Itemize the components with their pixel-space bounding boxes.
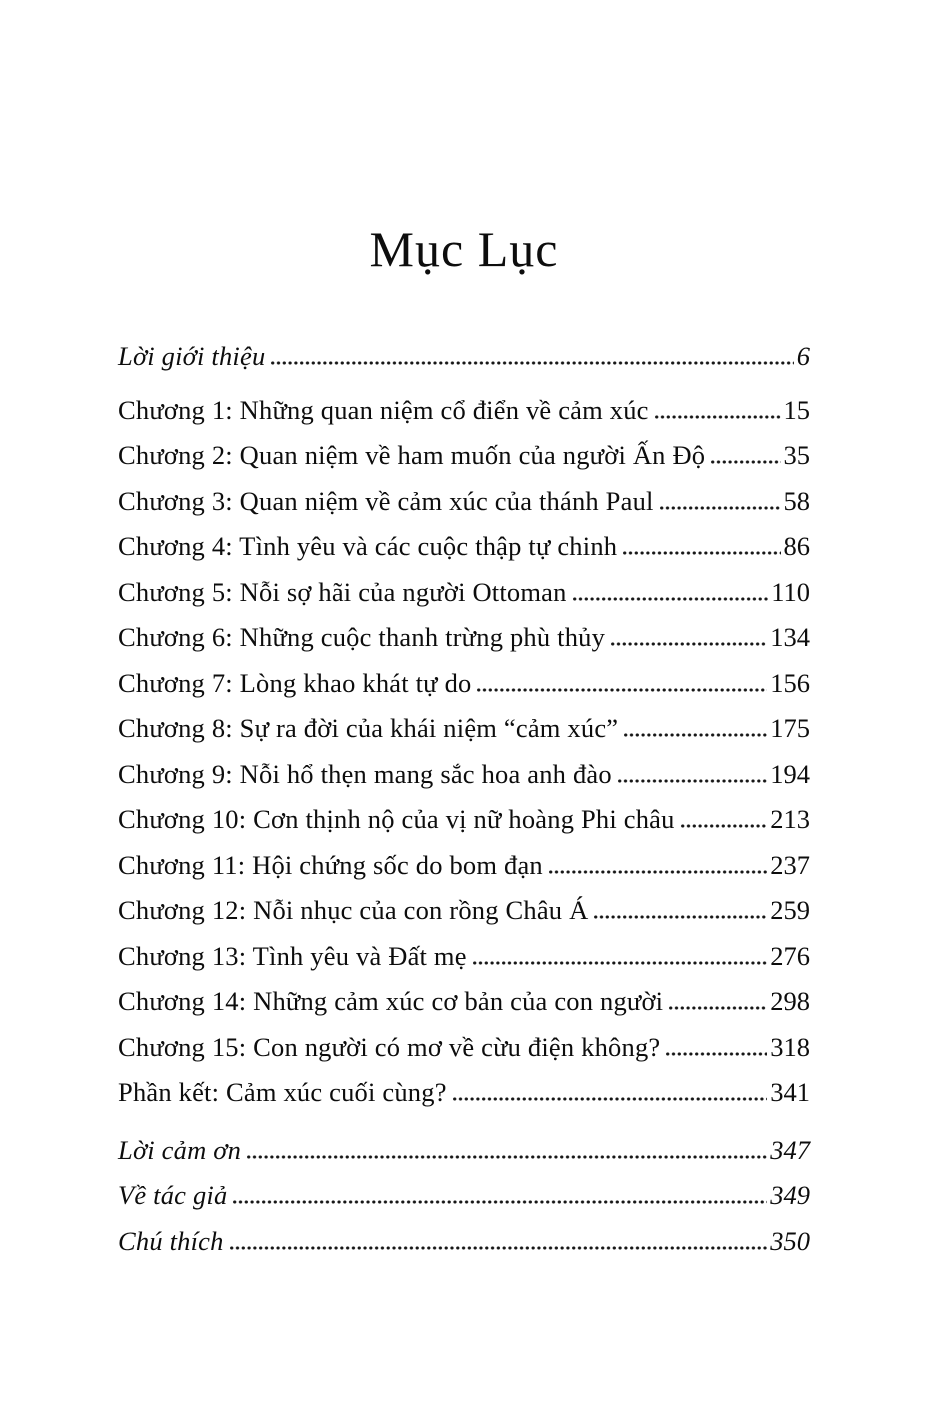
toc-chapter-section (118, 388, 810, 1116)
toc-page-number: 318 (770, 1031, 810, 1062)
toc-page-number: 349 (770, 1180, 810, 1210)
toc-page-number: 110 (771, 576, 810, 607)
dot-leader (453, 1097, 768, 1101)
toc-row-chapter-12 (118, 888, 810, 934)
dot-leader (477, 688, 767, 692)
toc-page-number: 237 (770, 849, 810, 880)
toc-page-number: 276 (770, 940, 810, 971)
toc-row-about-author (118, 1173, 810, 1219)
toc-entry-label: Chương 13: Tình yêu và Đất mẹ (118, 940, 467, 971)
dot-leader (611, 642, 767, 646)
toc-row-chapter-7 (118, 661, 810, 707)
toc-page-number: 86 (783, 531, 810, 561)
toc-page-number: 259 (770, 895, 810, 925)
toc-entry-label: Chú thích (118, 1225, 224, 1256)
dot-leader (618, 779, 767, 783)
toc-page-number: 350 (770, 1225, 810, 1256)
dot-leader (549, 870, 767, 874)
toc-row-chapter-2 (118, 433, 810, 479)
toc-row-chapter-11 (118, 843, 810, 889)
toc-row-chapter-6 (118, 615, 810, 661)
dot-leader (230, 1246, 768, 1250)
toc-entry-label: Chương 9: Nỗi hổ thẹn mang sắc hoa anh đào (118, 758, 612, 789)
dot-leader (573, 597, 769, 601)
toc-row-intro (118, 334, 810, 380)
dot-leader (681, 824, 768, 828)
toc-page-number: 298 (770, 986, 810, 1016)
dot-leader (669, 1006, 767, 1010)
toc-page-number: 175 (770, 713, 810, 743)
toc-entry-label: Lời giới thiệu (118, 341, 266, 371)
dot-leader (660, 506, 781, 510)
toc-entry-label: Chương 8: Sự ra đời của khái niệm “cảm xúc” (118, 713, 619, 743)
toc-page-number: 35 (783, 440, 810, 470)
toc-entry-label: Chương 15: Con người có mơ về cừu điện không? (118, 1031, 661, 1062)
toc-row-acknowledgements (118, 1128, 810, 1174)
toc-page-number: 341 (770, 1077, 810, 1107)
dot-leader (624, 733, 767, 737)
toc-back-section (118, 1128, 810, 1265)
toc-entry-label: Chương 7: Lòng khao khát tự do (118, 667, 472, 698)
toc-row-notes (118, 1219, 810, 1265)
page-title: Mục Lục (369, 221, 559, 277)
toc-entry-label: Chương 1: Những quan niệm cổ điển về cảm xúc (118, 394, 649, 425)
toc-entry-label: Chương 6: Những cuộc thanh trừng phù thủy (118, 622, 606, 652)
dot-leader (594, 915, 767, 919)
dot-leader (655, 415, 781, 419)
toc-page-number: 58 (783, 485, 810, 516)
toc-entry-label: Chương 4: Tình yêu và các cuộc thập tự chinh (118, 531, 618, 561)
toc-row-chapter-1 (118, 388, 810, 434)
toc-entry-label: Chương 11: Hội chứng sốc do bom đạn (118, 849, 543, 880)
toc-entry-label: Chương 14: Những cảm xúc cơ bản của con người (118, 986, 664, 1016)
toc-entry-label: Chương 10: Cơn thịnh nộ của vị nữ hoàng Phi châu (118, 804, 675, 834)
dot-leader (233, 1200, 767, 1204)
dot-leader (247, 1155, 767, 1159)
toc-page-number: 213 (770, 804, 810, 834)
table-of-contents (118, 334, 810, 1264)
dot-leader (271, 361, 793, 365)
toc-page-number: 134 (770, 622, 810, 652)
toc-row-epilogue (118, 1070, 810, 1116)
toc-entry-label: Về tác giả (118, 1180, 228, 1210)
toc-row-chapter-15 (118, 1025, 810, 1071)
toc-page-number: 156 (770, 667, 810, 698)
toc-entry-label: Chương 2: Quan niệm về ham muốn của người Ấn Độ (118, 440, 706, 470)
toc-entry-label: Lời cảm ơn (118, 1134, 242, 1165)
toc-row-chapter-13 (118, 934, 810, 980)
toc-page-number: 6 (796, 341, 810, 371)
toc-row-chapter-14 (118, 979, 810, 1025)
toc-row-chapter-3 (118, 479, 810, 525)
toc-row-chapter-5 (118, 570, 810, 616)
dot-leader (623, 551, 780, 555)
toc-page-number: 15 (783, 394, 810, 425)
toc-row-chapter-9 (118, 752, 810, 798)
dot-leader (666, 1052, 767, 1056)
toc-page-number: 194 (770, 758, 810, 789)
dot-leader (711, 460, 780, 464)
toc-entry-label: Chương 5: Nỗi sợ hãi của người Ottoman (118, 576, 567, 607)
toc-page-number: 347 (770, 1134, 810, 1165)
toc-entry-label: Chương 12: Nỗi nhục của con rồng Châu Á (118, 895, 589, 925)
toc-row-chapter-8 (118, 706, 810, 752)
toc-row-chapter-10 (118, 797, 810, 843)
dot-leader (473, 961, 768, 965)
toc-entry-label: Chương 3: Quan niệm về cảm xúc của thánh Paul (118, 485, 654, 516)
toc-row-chapter-4 (118, 524, 810, 570)
toc-entry-label: Phần kết: Cảm xúc cuối cùng? (118, 1077, 447, 1107)
